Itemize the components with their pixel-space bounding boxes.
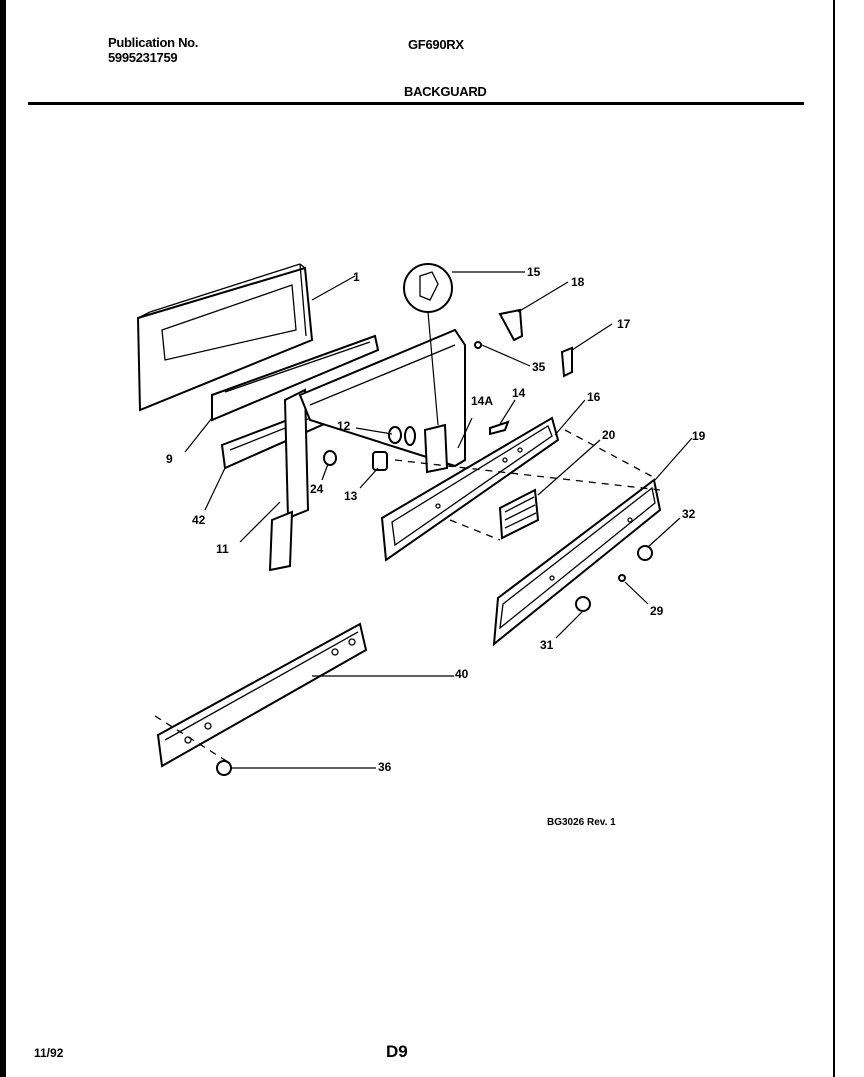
- callout-15: 15: [527, 265, 541, 279]
- callout-29: 29: [650, 604, 664, 618]
- callout-12: 12: [337, 419, 351, 433]
- model-number: GF690RX: [408, 37, 464, 52]
- publication-number: 5995231759: [108, 50, 178, 65]
- backguard-rail: [300, 330, 465, 472]
- callout-31: 31: [540, 638, 554, 652]
- part-32-knob: [638, 546, 652, 560]
- part-11-end-cap: [270, 390, 308, 570]
- callout-24: 24: [310, 482, 324, 496]
- callout-20: 20: [602, 428, 616, 442]
- drawing-reference: BG3026 Rev. 1: [547, 817, 616, 828]
- callout-40: 40: [455, 667, 469, 681]
- part-18-bracket: [500, 310, 522, 340]
- part-17-clip: [562, 348, 572, 376]
- callout-14: 14: [512, 386, 526, 400]
- callout-14a: 14A: [471, 394, 494, 408]
- callout-36: 36: [378, 760, 392, 774]
- part-20-vent-grille: [500, 490, 538, 538]
- part-13-switch: [373, 452, 387, 470]
- callout-18: 18: [571, 275, 585, 289]
- section-title: BACKGUARD: [404, 84, 487, 99]
- part-29-screw: [619, 575, 625, 581]
- callout-19: 19: [692, 429, 706, 443]
- callout-17: 17: [617, 317, 631, 331]
- callout-16: 16: [587, 390, 601, 404]
- part-36-screw: [217, 761, 231, 775]
- part-14-spacer: [490, 422, 508, 434]
- part-24-bushing: [324, 451, 336, 465]
- page-number: D9: [386, 1042, 408, 1061]
- callout-35: 35: [532, 360, 546, 374]
- part-35-screw: [475, 342, 481, 348]
- part-40-mounting-bracket: [158, 624, 366, 766]
- callout-32: 32: [682, 507, 696, 521]
- publication-label: Publication No.: [108, 35, 199, 50]
- callout-9: 9: [166, 452, 173, 466]
- footer-date: 11/92: [34, 1046, 64, 1060]
- callout-13: 13: [344, 489, 358, 503]
- callout-1: 1: [353, 270, 360, 284]
- callout-42: 42: [192, 513, 206, 527]
- part-31-knob: [576, 597, 590, 611]
- callout-11: 11: [216, 542, 229, 556]
